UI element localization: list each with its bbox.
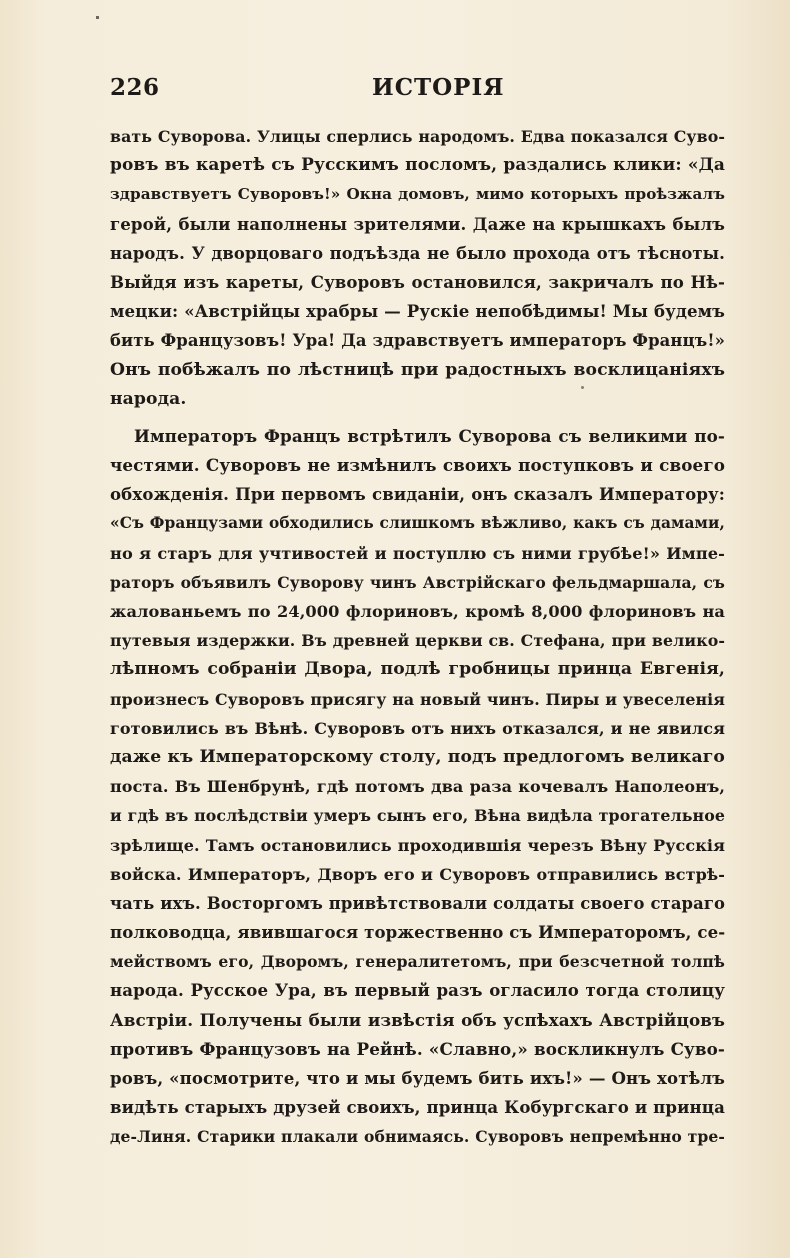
text-line: народа. Русское Ура, въ первый разъ огласило тогда столицу xyxy=(110,980,725,1001)
print-speck xyxy=(96,16,99,19)
text-line: ровъ въ каретѣ съ Русскимъ посломъ, раздались клики: «Да xyxy=(110,155,725,176)
text-line: мецки: «Австрійцы храбры — Рускіе непобѣдимы! Мы будемъ xyxy=(110,301,725,322)
text-line: Онъ побѣжалъ по лѣстницѣ при радостныхъ восклицаніяхъ xyxy=(110,359,725,380)
text-line: противъ Французовъ на Рейнѣ. «Славно,» воскликнулъ Суво- xyxy=(110,1038,725,1059)
text-line: герой, были наполнены зрителями. Даже на крышкахъ былъ xyxy=(110,213,725,234)
paragraph xyxy=(110,122,725,414)
text-line: зрѣлище. Тамъ остановились проходившія черезъ Вѣну Русскія xyxy=(110,835,725,855)
text-line: путевыя издержки. Въ древней церкви св. Стефана, при велико- xyxy=(110,631,725,651)
text-line: де-Линя. Старики плакали обнимаясь. Суворовъ непремѣнно тре- xyxy=(110,1127,725,1147)
text-line: Выйдя изъ кареты, Суворовъ остановился, закричалъ по Нѣ- xyxy=(110,271,725,292)
text-line: Императоръ Францъ встрѣтилъ Суворова съ великими по- xyxy=(134,425,725,446)
text-line: видѣть старыхъ друзей своихъ, принца Кобургскаго и принца xyxy=(110,1097,725,1118)
text-line: лѣпномъ собраніи Двора, подлѣ гробницы принца Евгенія, xyxy=(110,659,725,680)
text-line: вать Суворова. Улицы сперлись народомъ. Едва показался Суво- xyxy=(110,127,725,146)
text-line: жалованьемъ по 24,000 флориновъ, кромѣ 8,000 флориновъ на xyxy=(110,602,725,621)
text-line: обхожденія. При первомъ свиданіи, онъ сказалъ Императору: xyxy=(110,484,725,505)
text-line: народа. xyxy=(110,388,187,409)
text-line: здравствуетъ Суворовъ!» Окна домовъ, мимо которыхъ проѣзжалъ xyxy=(110,185,725,204)
text-line: готовились въ Вѣнѣ. Суворовъ отъ нихъ отказался, и не явился xyxy=(110,718,725,738)
text-line: поста. Въ Шенбрунѣ, гдѣ потомъ два раза кочевалъ Наполеонъ, xyxy=(110,777,725,797)
text-line: произнесъ Суворовъ присягу на новый чинъ. Пиры и увеселенія xyxy=(110,689,725,709)
text-line: Австріи. Получены были извѣстія объ успѣхахъ Австрійцовъ xyxy=(110,1009,725,1030)
page-number: 226 xyxy=(110,74,160,101)
text-line: чать ихъ. Восторгомъ привѣтствовали солдаты своего стараго xyxy=(110,893,725,913)
text-line: даже къ Императорскому столу, подъ предлогомъ великаго xyxy=(110,746,725,767)
running-head xyxy=(110,70,725,110)
body-text xyxy=(110,122,725,1152)
running-title: ИСТОРІЯ xyxy=(372,74,505,101)
text-line: полководца, явившагося торжественно съ Императоромъ, се- xyxy=(110,922,726,943)
text-line: но я старъ для учтивостей и поступлю съ ними грубѣе!» Импе- xyxy=(110,543,725,563)
text-line: мействомъ его, Дворомъ, генералитетомъ, при безсчетной толпѣ xyxy=(110,952,725,972)
text-line: и гдѣ въ послѣдствіи умеръ сынъ его, Вѣна видѣла трогательное xyxy=(110,806,725,826)
text-line: ровъ, «посмотрите, что и мы будемъ бить ихъ!» — Онъ хотѣлъ xyxy=(110,1068,725,1088)
text-line: войска. Императоръ, Дворъ его и Суворовъ отправились встрѣ- xyxy=(110,864,725,884)
text-line: бить Французовъ! Ура! Да здравствуетъ императоръ Францъ!» xyxy=(110,331,725,351)
paragraph xyxy=(110,422,725,1152)
print-speck xyxy=(581,386,584,389)
text-line: «Съ Французами обходились слишкомъ вѣжливо, какъ съ дамами, xyxy=(110,514,725,533)
text-line: честями. Суворовъ не измѣнилъ своихъ поступковъ и своего xyxy=(110,455,725,476)
text-line: народъ. У дворцоваго подъѣзда не было прохода отъ тѣсноты. xyxy=(110,243,725,263)
text-line: раторъ объявилъ Суворову чинъ Австрійскаго фельдмаршала, съ xyxy=(110,572,725,592)
